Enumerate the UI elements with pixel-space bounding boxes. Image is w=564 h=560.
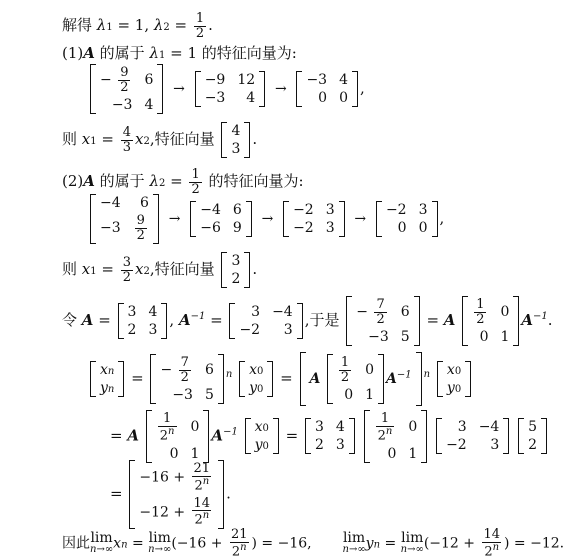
diagonalization-line: 令 A = 3 4 2 3 , $A^{-1}$ = 3 −4 −2 3 ,于是 − $\frac{7}{2}$ 6 −3 5 = A $\frac{1}{2}$ 0 0 1 $A^{-1}$. — [62, 297, 553, 346]
result-vector-line: = −16 + $\frac{21}{2^n}$ −12 + $\frac{14}{2^n}$ . — [110, 461, 231, 528]
part2-heading: (2)A 的属于 λ2 = $\frac{1}{2}$ 的特征向量为: — [62, 167, 304, 197]
limit-conclusion-line: 因此 lim n→∞ xn = lim n→∞ (−16 + $\frac{21}{2^n}$ ) = −16, lim n→∞ yn = lim n→∞ (−12 + $\frac{14}{2^n}$ ) = −12. — [62, 527, 564, 559]
part2-row-reduction: −4 6 −3 $\frac{9}{2}$ → −4 6 −6 9 → −2 3 −2 3 → −2 3 0 0 , — [88, 194, 444, 244]
part1-row-reduction: − $\frac{9}{2}$ 6 −3 4 → −9 12 −3 4 → −3 4 0 0 , — [88, 64, 365, 114]
power-expansion-line: = A $\frac{1}{2^n}$ 0 0 1 $A^{-1}$ x0 y0 = 3 4 2 3 $\frac{1}{2^n}$ 0 0 1 3 −4 −2 3 5 2 — [110, 410, 549, 463]
part2-eigvec-line: 则 x1 = $\frac{3}{2}$ x2,特征向量 3 2 . — [62, 253, 258, 287]
recurrence-line: xn yn = − $\frac{7}{2}$ 6 −3 5 $^n$ x0 y0 = A $\frac{1}{2}$ 0 0 1 $A^{-1}$ $^n$ x0 y0 — [88, 352, 473, 406]
part1-eigvec-line: 则 x1 = $\frac{4}{3}$ x2,特征向量 4 3 . — [62, 123, 258, 157]
intro-text: 解得 — [62, 16, 93, 35]
eigenvalues-line: 解得 λ1 = 1, λ2 = $\frac{1}{2}$ . — [62, 11, 213, 41]
part1-heading: (1)A 的属于 λ1 = 1 的特征向量为: — [62, 44, 297, 62]
